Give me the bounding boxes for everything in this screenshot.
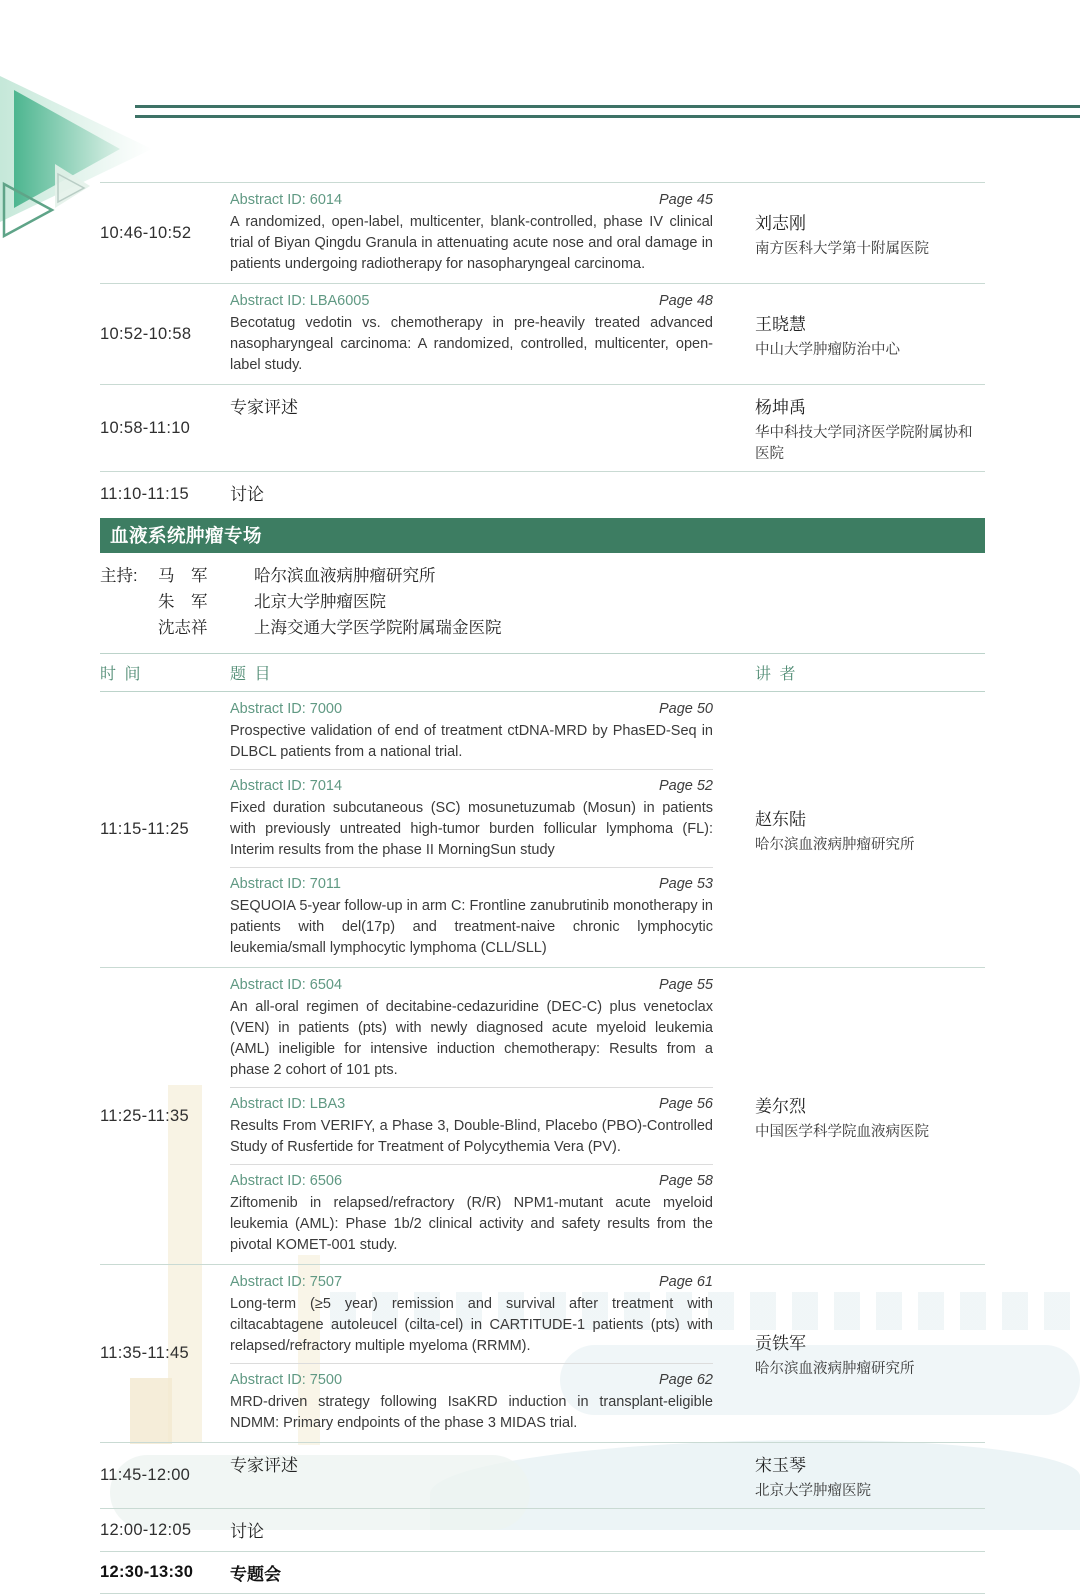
page-ref: Page 50 bbox=[658, 701, 713, 717]
speaker-affiliation: 中山大学肿瘤防治中心 bbox=[755, 341, 900, 358]
time-cell: 11:25-11:35 bbox=[100, 1106, 189, 1125]
time-cell: 11:10-11:15 bbox=[100, 484, 189, 503]
speaker-name: 杨坤禹 bbox=[755, 398, 806, 417]
chair-name: 马 军 bbox=[158, 567, 208, 585]
time-cell: 10:46-10:52 bbox=[100, 223, 192, 242]
abstract-title: Results From VERIFY, a Phase 3, Double-Blind, Placebo (PBO)-Controlled Study of Rusfertide for Treatment of Polycythemia Vera (PV). bbox=[230, 1118, 713, 1155]
time-cell: 12:30-13:30 bbox=[100, 1563, 194, 1581]
abstract-id: Abstract ID: LBA3 bbox=[230, 1096, 346, 1112]
speaker-cell bbox=[735, 209, 985, 258]
header-double-rule bbox=[135, 105, 1080, 118]
chair-row bbox=[100, 615, 985, 641]
page-ref: Page 53 bbox=[658, 876, 713, 892]
abstract-id: Abstract ID: 7000 bbox=[230, 701, 343, 717]
speaker-cell bbox=[735, 393, 985, 463]
abstract-block bbox=[230, 700, 713, 763]
title-cell bbox=[230, 1517, 735, 1543]
abstract-id: Abstract ID: 6504 bbox=[230, 977, 343, 993]
time-cell: 11:45-12:00 bbox=[100, 1466, 191, 1484]
abstract-title: Becotatug vedotin vs. chemotherapy in pre-heavily treated advanced nasopharyngeal carcinoma: A randomized, controlled, multicenter, open-label study. bbox=[230, 315, 713, 373]
chair-affiliation: 哈尔滨血液病肿瘤研究所 bbox=[254, 567, 436, 585]
session-activity-label: 专题会 bbox=[230, 1565, 281, 1584]
abstract-title: Long-term (≥5 year) remission and survival after treatment with ciltacabtagene autoleucel (cilta-cel) in CARTITUDE-1 patients (pts) with relapsed/refractory multiple myeloma (RRMM). bbox=[230, 1296, 713, 1354]
session-activity-label: 专家评述 bbox=[230, 1456, 298, 1475]
speaker-name: 刘志刚 bbox=[755, 213, 806, 233]
title-cell bbox=[230, 1273, 735, 1434]
chairs-block bbox=[100, 553, 985, 653]
abstract-block bbox=[230, 191, 713, 275]
abstract-id: Abstract ID: 7507 bbox=[230, 1274, 343, 1290]
title-cell bbox=[230, 393, 735, 463]
column-header-title: 题 目 bbox=[230, 666, 273, 683]
chair-affiliation: 上海交通大学医学院附属瑞金医院 bbox=[254, 619, 502, 637]
speaker-name: 姜尔烈 bbox=[755, 1096, 806, 1116]
page-ref: Page 45 bbox=[658, 192, 713, 208]
title-cell bbox=[230, 1451, 735, 1500]
title-cell bbox=[230, 292, 735, 376]
abstract-id: Abstract ID: 6506 bbox=[230, 1173, 343, 1189]
schedule-row-1046 bbox=[100, 183, 985, 283]
time-cell: 11:35-11:45 bbox=[100, 1344, 189, 1362]
chairs-label: 主持: bbox=[100, 567, 138, 585]
chair-row bbox=[100, 589, 985, 615]
time-cell: 10:58-11:10 bbox=[100, 418, 191, 437]
speaker-cell bbox=[735, 805, 985, 854]
speaker-name: 王晓慧 bbox=[755, 314, 806, 334]
abstract-title: A randomized, open-label, multicenter, blank-controlled, phase IV clinical trial of Biyan Qingdu Granula in attenuating acute nose and oral damage in patients undergoing radiotherapy for nasopharyngeal carcinoma. bbox=[230, 214, 713, 272]
page-ref: Page 56 bbox=[658, 1096, 713, 1112]
schedule-row-1058 bbox=[100, 385, 985, 471]
schedule-row-1200 bbox=[100, 1509, 985, 1551]
abstract-id: Abstract ID: LBA6005 bbox=[230, 293, 370, 309]
schedule-row-1230 bbox=[100, 1552, 985, 1593]
page-ref: Page 61 bbox=[658, 1274, 713, 1290]
speaker-affiliation: 南方医科大学第十附属医院 bbox=[755, 240, 929, 257]
abstract-title: SEQUOIA 5-year follow-up in arm C: Frontline zanubrutinib monotherapy in patients with del(17p) and treatment-naive chronic lymphocytic leukemia/small lymphocytic lymphoma (CLL/SLL) bbox=[230, 898, 713, 956]
abstract-block bbox=[230, 1164, 713, 1256]
page-ref: Page 52 bbox=[658, 778, 713, 794]
chair-row bbox=[100, 563, 985, 589]
page-ref: Page 62 bbox=[658, 1372, 713, 1388]
abstract-title: Ziftomenib in relapsed/refractory (R/R) NPM1-mutant acute myeloid leukemia (AML): Phase 1b/2 clinical activity and safety results from the pivotal KOMET-001 study. bbox=[230, 1195, 713, 1253]
speaker-name: 宋玉琴 bbox=[755, 1456, 806, 1475]
time-cell: 11:15-11:25 bbox=[100, 820, 189, 838]
time-cell: 10:52-10:58 bbox=[100, 324, 192, 343]
speaker-affiliation: 北京大学肿瘤医院 bbox=[755, 1483, 871, 1499]
schedule-row-1135 bbox=[100, 1265, 985, 1442]
session-activity-label: 专家评述 bbox=[230, 398, 298, 417]
abstract-block bbox=[230, 292, 713, 376]
time-cell: 12:00-12:05 bbox=[100, 1520, 192, 1539]
session-banner-title: 血液系统肿瘤专场 bbox=[110, 525, 263, 546]
abstract-block bbox=[230, 867, 713, 959]
speaker-name: 赵东陆 bbox=[755, 810, 806, 829]
schedule-row-1115 bbox=[100, 692, 985, 967]
abstract-title: Fixed duration subcutaneous (SC) mosunetuzumab (Mosun) in patients with previously untreated high-tumor burden follicular lymphoma (FL): Interim results from the phase II MorningSun study bbox=[230, 800, 713, 858]
abstract-title: Prospective validation of end of treatment ctDNA-MRD by PhasED-Seq in DLBCL patients from a national trial. bbox=[230, 723, 713, 760]
speaker-cell bbox=[735, 1451, 985, 1500]
abstract-id: Abstract ID: 6014 bbox=[230, 192, 343, 208]
speaker-cell bbox=[735, 1092, 985, 1141]
abstract-block bbox=[230, 976, 713, 1081]
title-cell bbox=[230, 480, 735, 508]
speaker-affiliation: 哈尔滨血液病肿瘤研究所 bbox=[755, 1361, 915, 1377]
abstract-id: Abstract ID: 7011 bbox=[230, 876, 341, 892]
session-activity-label: 讨论 bbox=[230, 485, 264, 504]
column-header-time: 时 间 bbox=[100, 666, 143, 683]
abstract-block bbox=[230, 1363, 713, 1434]
schedule-row-1145 bbox=[100, 1443, 985, 1508]
chair-affiliation: 北京大学肿瘤医院 bbox=[254, 593, 386, 611]
speaker-cell bbox=[735, 310, 985, 359]
session-activity-label: 讨论 bbox=[230, 1522, 264, 1541]
abstract-block bbox=[230, 1273, 713, 1357]
schedule-row-1125 bbox=[100, 968, 985, 1264]
title-cell bbox=[230, 191, 735, 275]
title-cell bbox=[230, 700, 735, 959]
session-banner bbox=[100, 518, 985, 553]
program-table bbox=[100, 182, 985, 1594]
speaker-affiliation: 哈尔滨血液病肿瘤研究所 bbox=[755, 837, 915, 853]
speaker-affiliation: 华中科技大学同济医学院附属协和医院 bbox=[755, 425, 973, 462]
title-cell bbox=[230, 976, 735, 1256]
chair-name: 沈志祥 bbox=[158, 619, 208, 637]
schedule-row-1110 bbox=[100, 472, 985, 516]
abstract-block bbox=[230, 769, 713, 861]
title-cell bbox=[230, 1560, 735, 1585]
abstract-block bbox=[230, 1087, 713, 1158]
speaker-cell bbox=[735, 1329, 985, 1378]
abstract-id: Abstract ID: 7014 bbox=[230, 778, 343, 794]
abstract-id: Abstract ID: 7500 bbox=[230, 1372, 343, 1388]
schedule-row-1052 bbox=[100, 284, 985, 384]
column-header-speaker: 讲 者 bbox=[755, 666, 798, 683]
page-ref: Page 55 bbox=[658, 977, 713, 993]
page-ref: Page 58 bbox=[658, 1173, 713, 1189]
table-header bbox=[100, 653, 985, 692]
speaker-name: 贡铁军 bbox=[755, 1334, 806, 1353]
chair-name: 朱 军 bbox=[158, 593, 208, 611]
abstract-title: MRD-driven strategy following IsaKRD induction in transplant-eligible NDMM: Primary endpoints of the phase 3 MIDAS trial. bbox=[230, 1394, 713, 1431]
speaker-affiliation: 中国医学科学院血液病医院 bbox=[755, 1123, 929, 1140]
abstract-title: An all-oral regimen of decitabine-cedazuridine (DEC-C) plus venetoclax (VEN) in patients (pts) with newly diagnosed acute myeloid leukemia (AML) ineligible for intensive induction chemotherapy: Results from a phase 2 cohort of 101 pts. bbox=[230, 999, 713, 1078]
page-ref: Page 48 bbox=[658, 293, 713, 309]
